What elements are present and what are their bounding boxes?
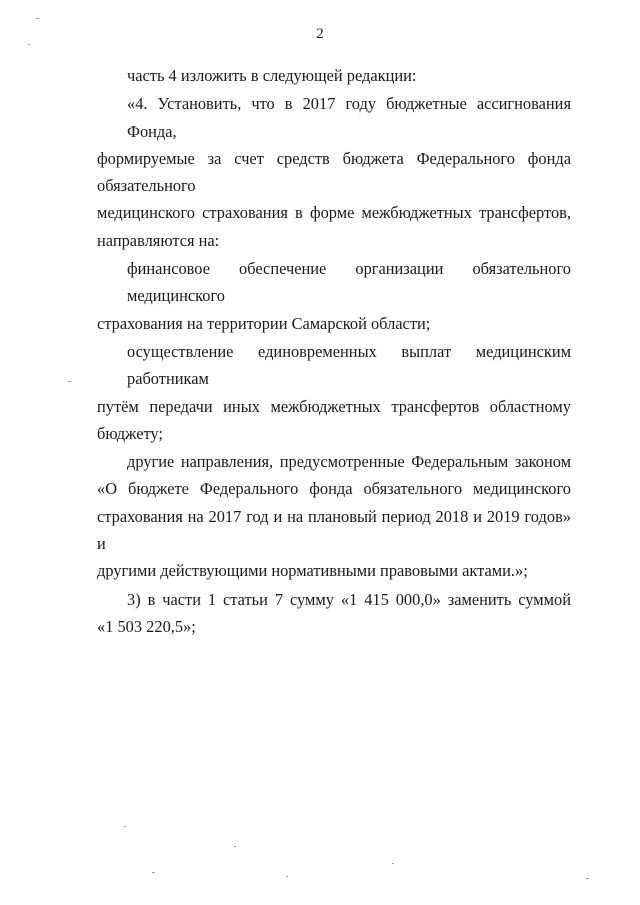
scan-speck — [286, 876, 288, 877]
text-line: страхования на территории Самарской области; — [97, 313, 431, 333]
text-line: другими действующими нормативными правовыми актами.»; — [97, 561, 528, 581]
text-line: осуществление единовременных выплат медицинским работникам — [127, 341, 571, 389]
scan-speck — [68, 381, 71, 382]
text-line: путём передачи иных межбюджетных трансфертов областному бюджету; — [97, 396, 571, 443]
text-line: страхования на 2017 год и на плановый период 2018 и 2019 годов» и — [97, 506, 571, 554]
text-line: другие направления, предусмотренные Федеральным законом — [127, 452, 571, 472]
paragraph-intro — [97, 62, 571, 89]
scan-speck — [124, 826, 126, 827]
text-line: формируемые за счет средств бюджета Федерального фонда обязательного — [97, 148, 571, 196]
text-line: «О бюджете Федерального фонда обязательного медицинского — [97, 479, 571, 499]
scan-speck — [28, 44, 30, 45]
scan-speck — [586, 878, 589, 879]
scan-speck — [36, 18, 39, 19]
text-line: часть 4 изложить в следующей редакции: — [127, 66, 417, 85]
scan-speck — [392, 863, 394, 864]
text-line: «4. Установить, что в 2017 году бюджетные ассигнования Фонда, — [127, 94, 571, 141]
paragraph-financing — [97, 255, 571, 337]
scan-speck — [152, 872, 155, 873]
text-line: направляются на: — [97, 230, 220, 250]
text-line: медицинского страхования в форме межбюджетных трансфертов, — [97, 203, 571, 223]
paragraph-other — [97, 448, 571, 584]
paragraph-payments — [97, 338, 571, 447]
scan-speck — [234, 846, 236, 847]
text-line: 3) в части 1 статьи 7 сумму «1 415 000,0» заменить суммой — [127, 589, 571, 609]
page-number: 2 — [316, 26, 324, 42]
paragraph-point-3 — [97, 586, 571, 641]
document-body — [97, 62, 571, 640]
paragraph-point-4 — [97, 90, 571, 254]
text-line: финансовое обеспечение организации обязательного медицинского — [127, 259, 571, 306]
text-line: «1 503 220,5»; — [97, 616, 196, 636]
